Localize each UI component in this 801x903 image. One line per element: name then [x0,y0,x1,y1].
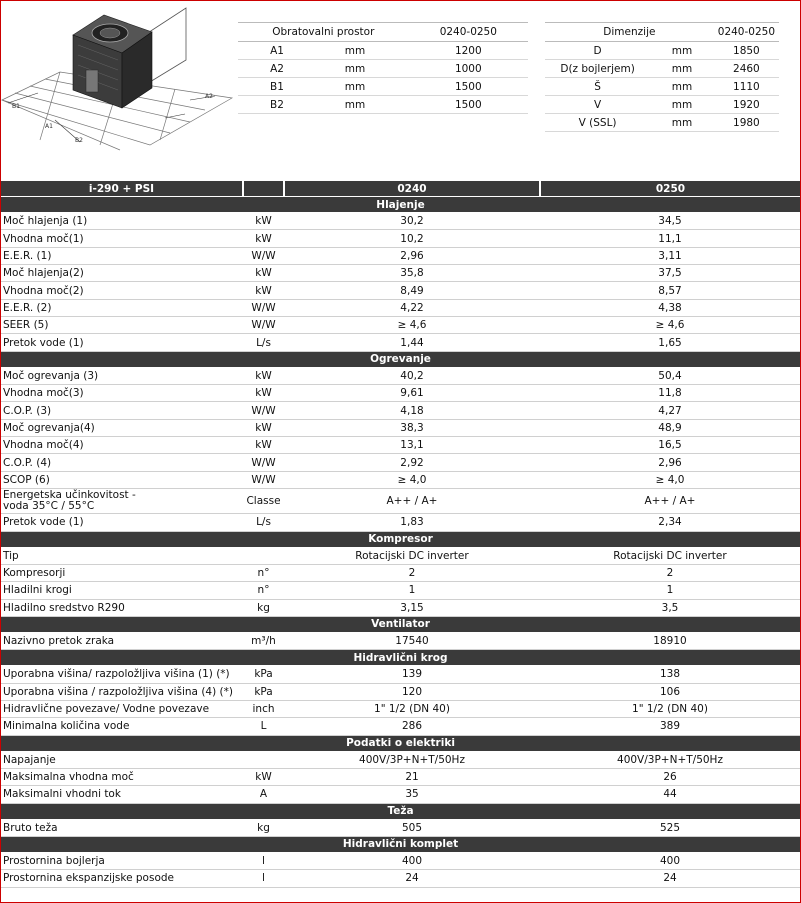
spec-unit: W/W [243,247,284,264]
spec-unit: kW [243,265,284,282]
spec-value-0240: 2,96 [284,247,540,264]
spec-value-0250: 400 [540,852,800,869]
spec-unit: kW [243,385,284,402]
spec-value-0240: 10,2 [284,230,540,247]
dimensions-row: V mm 1920 [545,96,779,114]
section-title: Kompresor [1,531,800,547]
spec-header-model-family: i-290 + PSI [1,181,243,197]
spec-row [1,385,800,402]
spec-label: E.E.R. (1) [1,247,243,264]
section-title: Hidravlični komplet [1,836,800,852]
spec-label: Uporabna višina / razpoložljiva višina (4) (*) [1,683,243,700]
spec-value-0240: 17540 [284,632,540,649]
operating-space-row: B2 mm 1500 [238,96,528,114]
dimensions-table [545,22,779,132]
spec-value-0240: 286 [284,718,540,735]
spec-value-0250: 2,34 [540,514,800,531]
illus-label-a1: A1 [45,123,53,130]
spec-row [1,454,800,471]
spec-value-0250: 37,5 [540,265,800,282]
spec-value-0240: 3,15 [284,599,540,616]
section-header [1,351,800,367]
spec-value-0250: 48,9 [540,419,800,436]
spec-row [1,547,800,564]
spec-unit: Classe [243,489,284,514]
spec-value-0240: 21 [284,768,540,785]
spec-value-0240: 400V/3P+N+T/50Hz [284,751,540,768]
spec-unit: L [243,718,284,735]
section-title: Podatki o elektriki [1,735,800,751]
spec-unit [243,751,284,768]
spec-row [1,870,800,887]
spec-unit: W/W [243,402,284,419]
operating-space-row: A2 mm 1000 [238,60,528,78]
spec-value-0240: 30,2 [284,213,540,230]
illus-label-b2: B2 [75,137,83,144]
spec-value-0250: 2,96 [540,454,800,471]
illus-label-a2: A2 [205,93,213,100]
spec-value-0250: 16,5 [540,437,800,454]
spec-value-0250: 389 [540,718,800,735]
spec-row [1,514,800,531]
spec-unit: W/W [243,454,284,471]
spec-unit: kW [243,230,284,247]
spec-value-0250: 44 [540,786,800,803]
spec-unit: kW [243,282,284,299]
section-header [1,197,800,213]
spec-value-0250: ≥ 4,0 [540,471,800,488]
spec-value-0240: 13,1 [284,437,540,454]
spec-unit: W/W [243,471,284,488]
section-header [1,616,800,632]
spec-value-0240: Rotacijski DC inverter [284,547,540,564]
section-header [1,836,800,852]
spec-label: SCOP (6) [1,471,243,488]
spec-value-0240: 1" 1/2 (DN 40) [284,700,540,717]
spec-label: Pretok vode (1) [1,334,243,351]
spec-value-0250: 106 [540,683,800,700]
spec-unit: m³/h [243,632,284,649]
spec-value-0240: 4,18 [284,402,540,419]
spec-row [1,334,800,351]
spec-value-0250: 3,5 [540,599,800,616]
spec-value-0250: 2 [540,564,800,581]
spec-unit: l [243,870,284,887]
spec-label: Nazivno pretok zraka [1,632,243,649]
spec-label: Moč hlajenja (1) [1,213,243,230]
section-title: Ventilator [1,616,800,632]
spec-label: Uporabna višina/ razpoložljiva višina (1) (*) [1,666,243,683]
spec-value-0250: 8,57 [540,282,800,299]
spec-value-0250: 400V/3P+N+T/50Hz [540,751,800,768]
spec-unit: kW [243,213,284,230]
spec-value-0240: 1,44 [284,334,540,351]
spec-label: Vhodna moč(2) [1,282,243,299]
spec-unit: kPa [243,666,284,683]
spec-value-0250: A++ / A+ [540,489,800,514]
operating-space-row: B1 mm 1500 [238,78,528,96]
section-title: Hidravlični krog [1,650,800,666]
spec-row [1,471,800,488]
dimensions-model: 0240-0250 [714,23,779,42]
spec-value-0240: 1,83 [284,514,540,531]
spec-value-0240: A++ / A+ [284,489,540,514]
spec-value-0240: 38,3 [284,419,540,436]
spec-value-0250: Rotacijski DC inverter [540,547,800,564]
illus-label-b1: B1 [12,103,20,110]
spec-label: Minimalna količina vode [1,718,243,735]
spec-label: Vhodna moč(4) [1,437,243,454]
spec-value-0250: 1 [540,582,800,599]
spec-row [1,819,800,836]
section-header [1,803,800,819]
spec-label: C.O.P. (4) [1,454,243,471]
spec-value-0250: 26 [540,768,800,785]
spec-label: Tip [1,547,243,564]
spec-unit: L/s [243,334,284,351]
section-header [1,531,800,547]
dimensions-header: Dimenzije [545,23,714,42]
spec-label: Maksimalni vhodni tok [1,786,243,803]
spec-unit [243,547,284,564]
spec-value-0250: 11,8 [540,385,800,402]
operating-space-table [238,22,528,114]
spec-value-0240: 35 [284,786,540,803]
spec-row [1,599,800,616]
dimensions-row: D(z bojlerjem) mm 2460 [545,60,779,78]
unit-footprint-illustration [0,0,235,170]
section-title: Teža [1,803,800,819]
spec-row [1,489,800,514]
spec-value-0240: 9,61 [284,385,540,402]
spec-label: Prostornina bojlerja [1,852,243,869]
spec-row [1,282,800,299]
spec-label: C.O.P. (3) [1,402,243,419]
spec-value-0250: ≥ 4,6 [540,317,800,334]
spec-label: Moč ogrevanja (3) [1,367,243,384]
spec-label: Maksimalna vhodna moč [1,768,243,785]
spec-header-0250: 0250 [540,181,800,197]
spec-unit: kW [243,419,284,436]
spec-unit: L/s [243,514,284,531]
section-header [1,650,800,666]
spec-label: Bruto teža [1,819,243,836]
spec-table [1,181,800,888]
spec-label: Hidravlične povezave/ Vodne povezave [1,700,243,717]
spec-label: Napajanje [1,751,243,768]
spec-unit: kW [243,367,284,384]
spec-header-unit [243,181,284,197]
spec-unit: kW [243,437,284,454]
spec-value-0240: ≥ 4,6 [284,317,540,334]
section-title: Hlajenje [1,197,800,213]
operating-space-model: 0240-0250 [409,23,528,42]
spec-header-0240: 0240 [284,181,540,197]
spec-row [1,402,800,419]
spec-row [1,666,800,683]
spec-row [1,718,800,735]
spec-unit: kW [243,768,284,785]
spec-value-0240: ≥ 4,0 [284,471,540,488]
spec-value-0250: 24 [540,870,800,887]
spec-value-0240: 1 [284,582,540,599]
dimensions-row: Š mm 1110 [545,78,779,96]
spec-label: SEER (5) [1,317,243,334]
spec-label: E.E.R. (2) [1,299,243,316]
spec-row [1,700,800,717]
spec-row [1,852,800,869]
dimensions-row: V (SSL) mm 1980 [545,114,779,132]
spec-value-0240: 40,2 [284,367,540,384]
spec-row [1,437,800,454]
spec-value-0250: 138 [540,666,800,683]
spec-label: Prostornina ekspanzijske posode [1,870,243,887]
operating-space-header: Obratovalni prostor [238,23,409,42]
dimensions-row: D mm 1850 [545,42,779,60]
spec-row [1,582,800,599]
section-title: Ogrevanje [1,351,800,367]
spec-row [1,265,800,282]
spec-unit: kg [243,599,284,616]
spec-header-row [1,181,800,197]
spec-row [1,564,800,581]
spec-unit: A [243,786,284,803]
spec-row [1,419,800,436]
spec-row [1,213,800,230]
spec-label: Vhodna moč(3) [1,385,243,402]
spec-row [1,367,800,384]
spec-value-0240: 2 [284,564,540,581]
spec-value-0240: 400 [284,852,540,869]
spec-value-0250: 50,4 [540,367,800,384]
spec-label: Vhodna moč(1) [1,230,243,247]
spec-label: Pretok vode (1) [1,514,243,531]
spec-value-0240: 4,22 [284,299,540,316]
spec-label: Hladilni krogi [1,582,243,599]
spec-value-0250: 4,27 [540,402,800,419]
spec-value-0250: 11,1 [540,230,800,247]
spec-row [1,632,800,649]
spec-unit: kg [243,819,284,836]
spec-value-0240: 35,8 [284,265,540,282]
spec-label: Kompresorji [1,564,243,581]
spec-label: Moč hlajenja(2) [1,265,243,282]
spec-unit: kPa [243,683,284,700]
spec-value-0240: 24 [284,870,540,887]
spec-value-0240: 8,49 [284,282,540,299]
spec-row [1,230,800,247]
spec-value-0250: 34,5 [540,213,800,230]
spec-label: Moč ogrevanja(4) [1,419,243,436]
spec-value-0240: 2,92 [284,454,540,471]
spec-row [1,317,800,334]
spec-row [1,786,800,803]
spec-unit: l [243,852,284,869]
spec-value-0240: 505 [284,819,540,836]
spec-value-0250: 3,11 [540,247,800,264]
section-header [1,735,800,751]
spec-row [1,768,800,785]
spec-row [1,299,800,316]
spec-unit: inch [243,700,284,717]
spec-row [1,247,800,264]
spec-row [1,751,800,768]
spec-unit: n° [243,582,284,599]
spec-value-0240: 120 [284,683,540,700]
operating-space-row: A1 mm 1200 [238,42,528,60]
spec-unit: n° [243,564,284,581]
spec-value-0250: 1" 1/2 (DN 40) [540,700,800,717]
spec-label: Energetska učinkovitost - voda 35°C / 55°C [1,489,243,514]
spec-unit: W/W [243,299,284,316]
spec-value-0250: 4,38 [540,299,800,316]
spec-value-0250: 525 [540,819,800,836]
spec-row [1,683,800,700]
spec-value-0250: 18910 [540,632,800,649]
spec-unit: W/W [243,317,284,334]
spec-value-0250: 1,65 [540,334,800,351]
spec-label: Hladilno sredstvo R290 [1,599,243,616]
spec-value-0240: 139 [284,666,540,683]
